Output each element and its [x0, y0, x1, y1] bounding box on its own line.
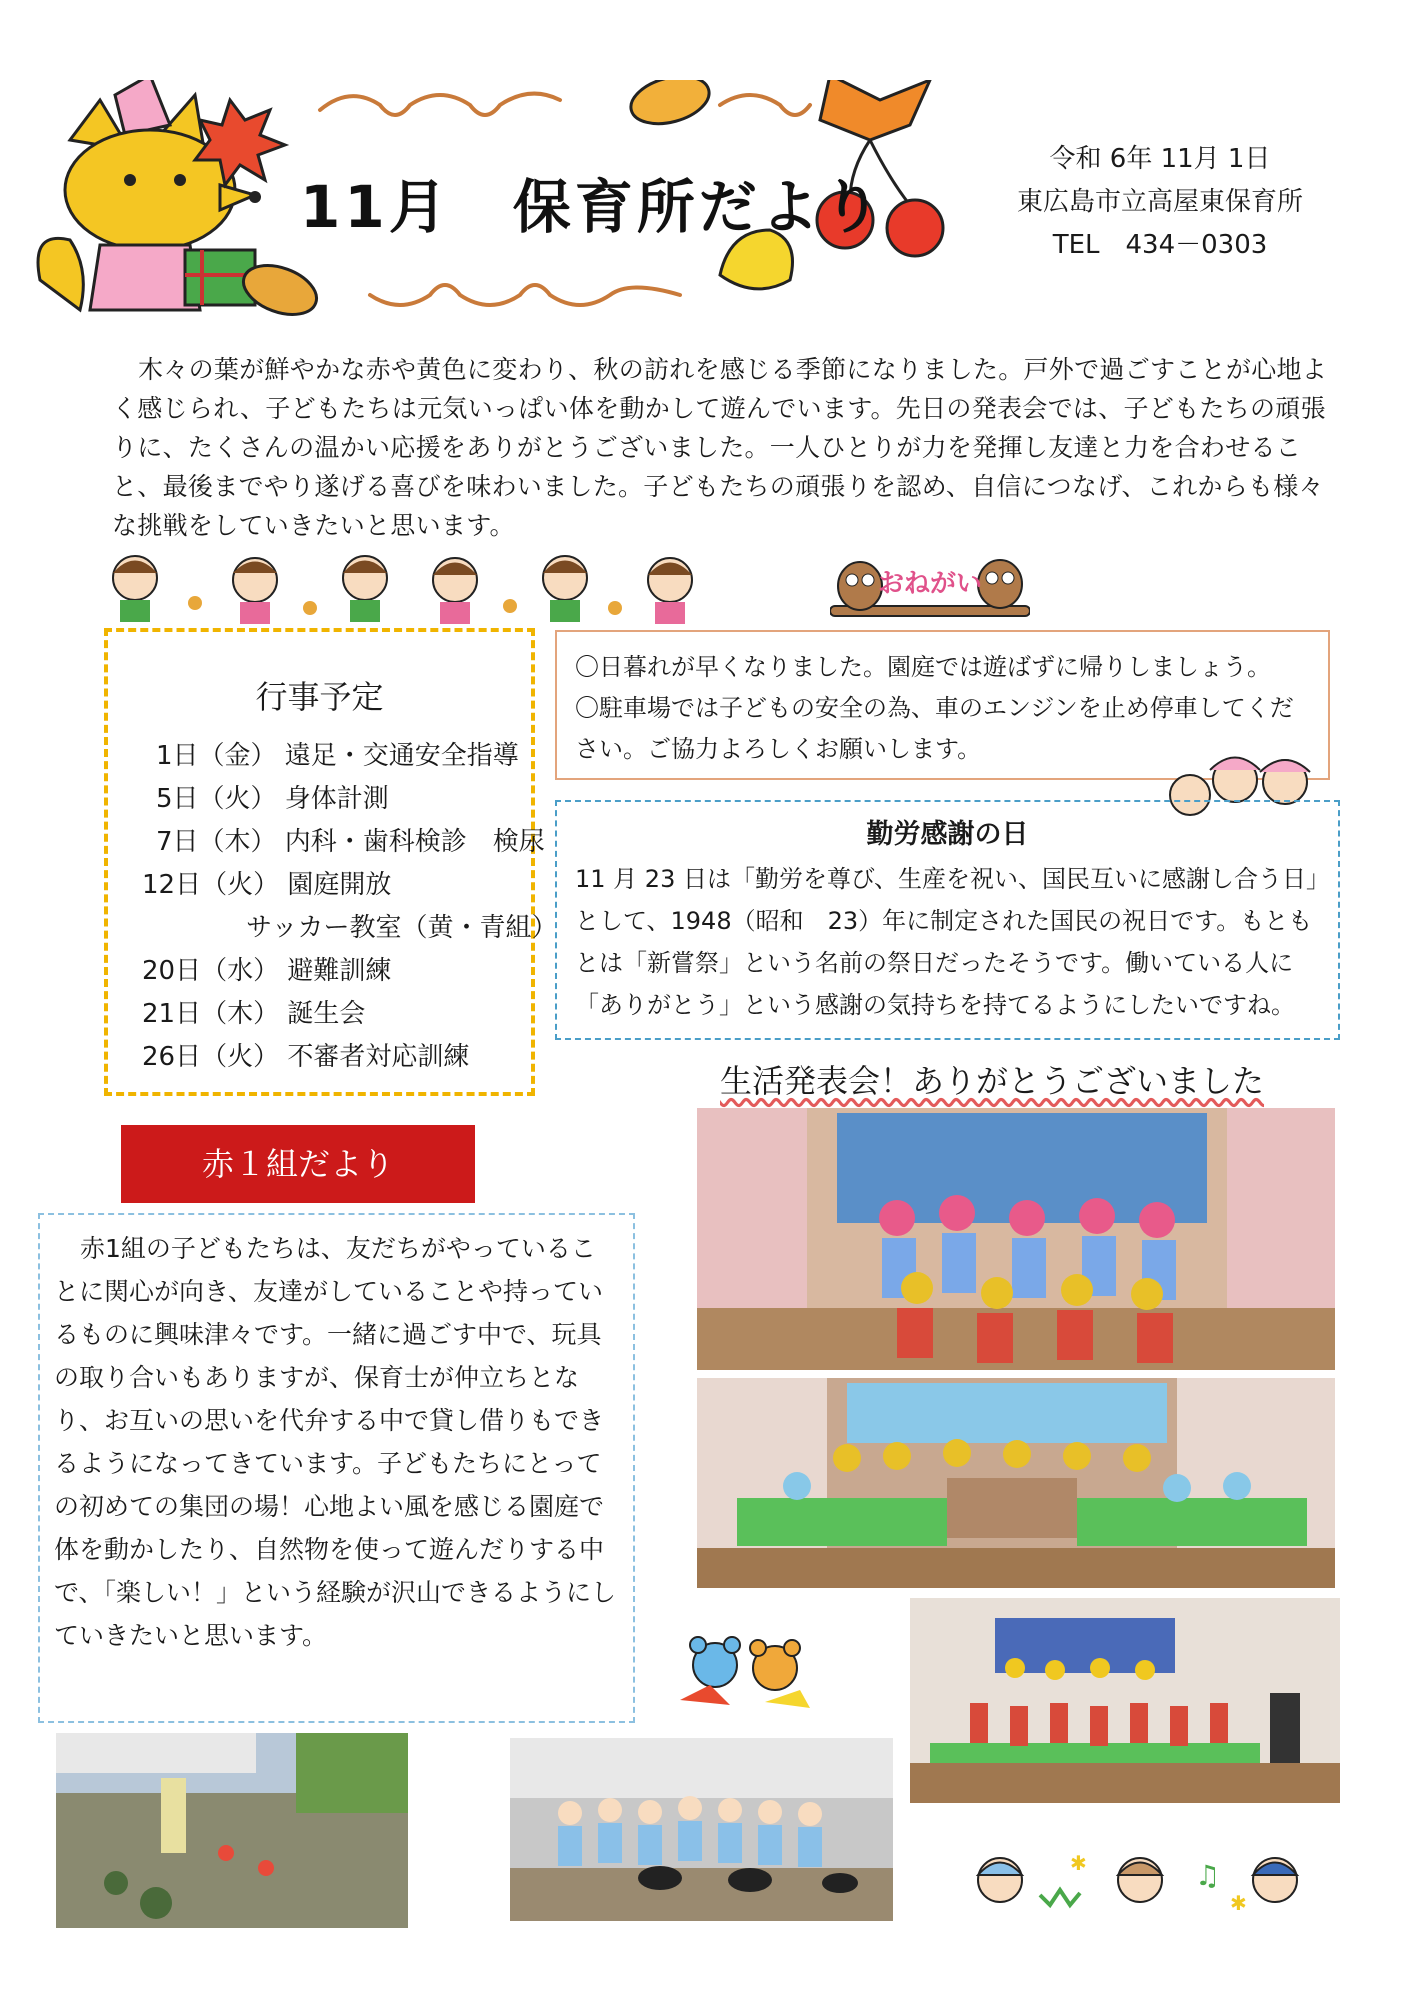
event-item: サッカー教室（黄・青組） — [246, 913, 558, 943]
event-item: 21日（木） 誕生会 — [142, 999, 366, 1029]
children-icon — [105, 548, 705, 628]
request-badge: おねがい — [877, 569, 983, 599]
header-info — [1010, 138, 1310, 267]
children-icon — [970, 1845, 1310, 1915]
photo-stage-2 — [697, 1378, 1335, 1588]
events-box — [104, 628, 558, 1096]
svg-text:♫: ♫ — [1195, 1859, 1221, 1892]
class-news-text: 赤1組の子どもたちは、友だちがやっていることに関心が向き、友達がしていることや持っているものに興味津々です。一緒に過ごす中で、玩具の取り合いもありますが、保育士が仲立ちとなり、お互いの思いを代弁する中で貸し借りもできるようになってきています。子どもたちにとっての初めての集団の場！心地よい風を感じる園庭で体を動かしたり、自然物を使って遊んだりする中で、「楽しい！」という経験が沢山できるようにしていきたいと思います。 — [38, 1213, 635, 1723]
svg-text:✱: ✱ — [1070, 1851, 1087, 1875]
school-name: 東広島市立高屋東保育所 — [1016, 187, 1303, 217]
issue-date: 令和 6年 11月 1日 — [1049, 144, 1271, 174]
owl-icon — [830, 548, 1030, 630]
labor-thanks-box — [555, 800, 1340, 1040]
svg-text:✱: ✱ — [1230, 1891, 1247, 1915]
labor-text: 11 月 23 日は「勤労を尊び、生産を祝い、国民互いに感謝し合う日」として、1948（昭和 23）年に制定された国民の祝日です。もともとは「新嘗祭」という名前の祭日だったそうです。働いている人に「ありがとう」という感謝の気持ちを持てるようにしたいですね。 — [575, 865, 1319, 1019]
photo-garden — [56, 1733, 408, 1928]
intro-text: 木々の葉が鮮やかな赤や黄色に変わり、秋の訪れを感じる季節になりました。戸外で過ごすことが心地よく感じられ、子どもたちは元気いっぱい体を動かして遊んでいます。先日の発表会では、子どもたちの頑張りに、たくさんの温かい応援をありがとうございました。一人ひとりが力を発揮し友達と力を合わせること、最後までやり遂げる喜びを味わいました。子どもたちの頑張りを認め、自信につなげ、これからも様々な挑戦をしていきたいと思います。 — [112, 355, 1328, 540]
event-item: 20日（水） 避難訓練 — [142, 956, 392, 986]
photos-heading: 生活発表会！ありがとうございました — [720, 1062, 1265, 1100]
class-news-title: 赤１組だより — [121, 1125, 475, 1203]
page-title: 11月 保育所だより — [300, 173, 885, 241]
photo-indoor — [510, 1738, 893, 1921]
event-item: 5日（火） 身体計測 — [156, 784, 389, 814]
event-item: 1日（金） 遠足・交通安全指導 — [156, 741, 519, 771]
request-line: 〇日暮れが早くなりました。園庭では遊ばずに帰りしましょう。 — [575, 653, 1271, 681]
phone-number: TEL 434－0303 — [1052, 230, 1268, 260]
photo-stage-3 — [910, 1598, 1340, 1803]
photo-stage-1 — [697, 1108, 1335, 1370]
event-item: 26日（火） 不審者対応訓練 — [142, 1042, 470, 1072]
event-item: 12日（火） 園庭開放 — [142, 870, 392, 900]
bear-icon — [680, 1630, 815, 1710]
events-title: 行事予定 — [255, 678, 384, 716]
labor-title: 勤労感謝の日 — [866, 819, 1029, 850]
request-line: 〇駐車場では子どもの安全の為、車のエンジンを止め停車してください。ご協力よろしくお願いします。 — [575, 694, 1294, 763]
event-item: 7日（木） 内科・歯科検診 検尿 — [156, 827, 545, 857]
